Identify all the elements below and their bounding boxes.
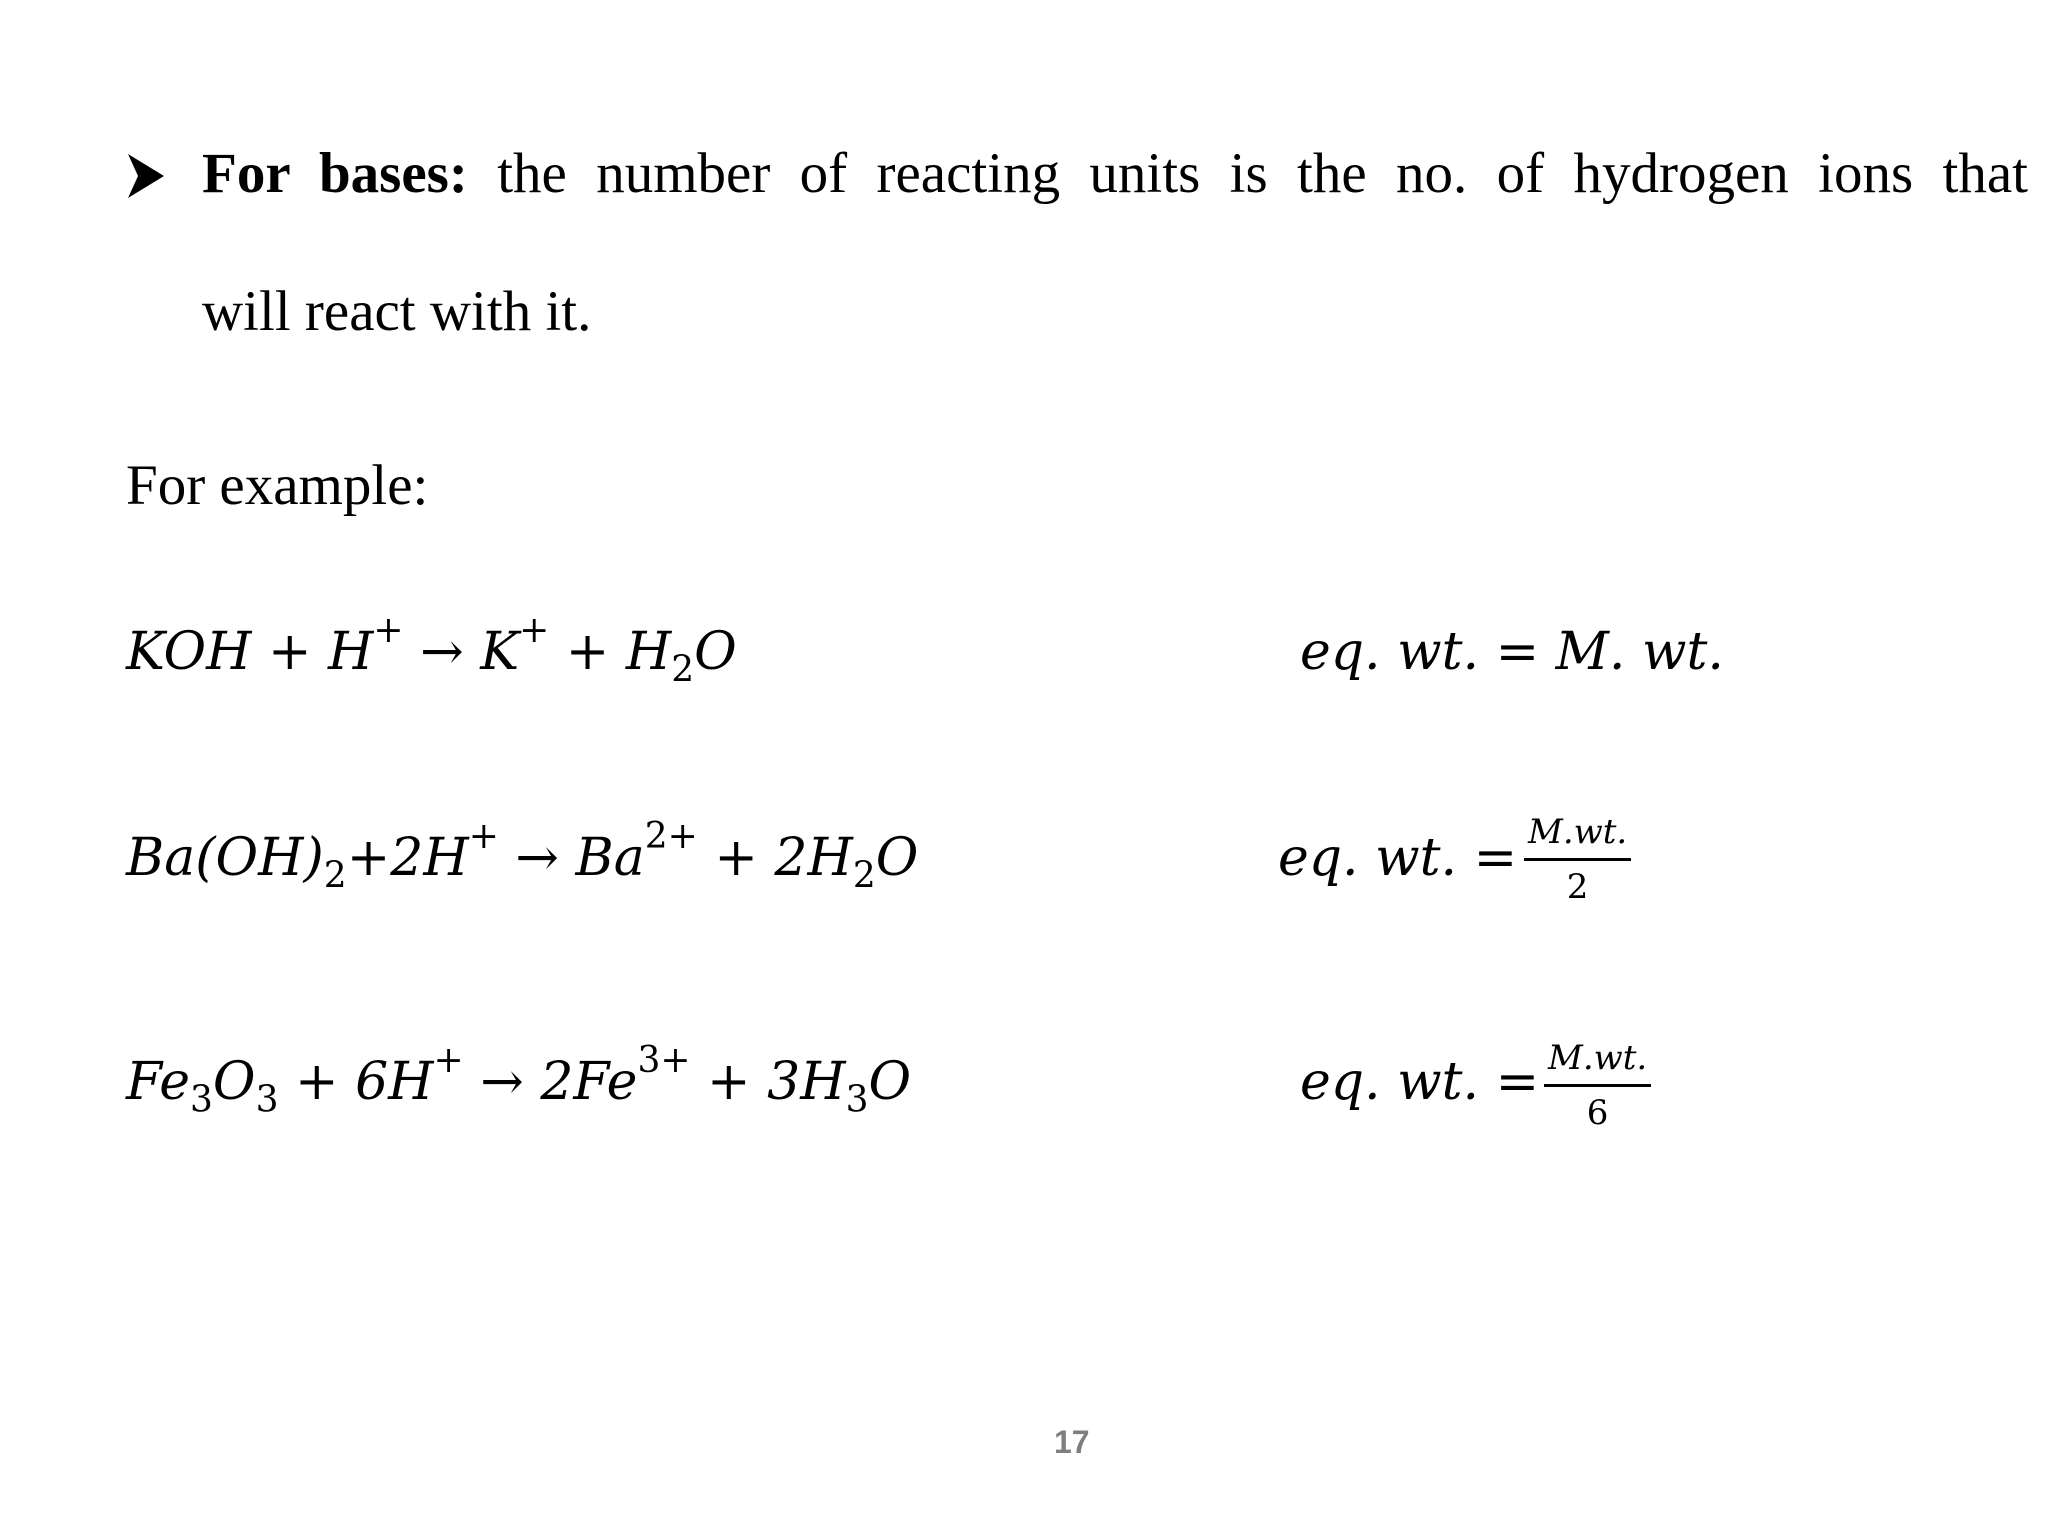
fraction-numerator: M.wt. [1544, 1038, 1651, 1087]
example-label: For example: [126, 454, 429, 517]
reaction-fe3o3: $Fe_3O_3 + 6H^+ \to 2Fe^{3+} + 3H_3O$ [126, 1040, 912, 1121]
bullet-lead-bold: For bases: [202, 142, 468, 205]
arrowhead-bullet-icon [126, 150, 166, 202]
fraction-numerator: M.wt. [1524, 812, 1631, 861]
bullet-text-line-2: will react with it. [202, 280, 592, 343]
eq-wt-baoh2-label: eq. wt. = [1278, 828, 1518, 888]
bullet-line1-rest: the number of reacting units is the no. of hydrogen ions that [497, 142, 2029, 205]
bullet-text-line-1 [202, 140, 2028, 208]
eq-wt-fe3o3-label: eq. wt. = [1300, 1052, 1540, 1112]
eq-wt-fe3o3-fraction [1544, 1038, 1651, 1133]
eq-wt-koh: eq. wt. = M. wt. [1300, 622, 1724, 682]
reaction-baoh2: $Ba(OH)_2+2H^+ \to Ba^{2+} + 2H_2O$ [126, 816, 919, 897]
page-number: 17 [1054, 1424, 1090, 1460]
eq-wt-baoh2-fraction [1524, 812, 1631, 907]
fraction-denominator: 2 [1566, 867, 1589, 907]
reaction-koh: KOH + $H^+ \to K^+ + H_2O$ [126, 610, 737, 691]
fraction-denominator: 6 [1586, 1093, 1609, 1133]
